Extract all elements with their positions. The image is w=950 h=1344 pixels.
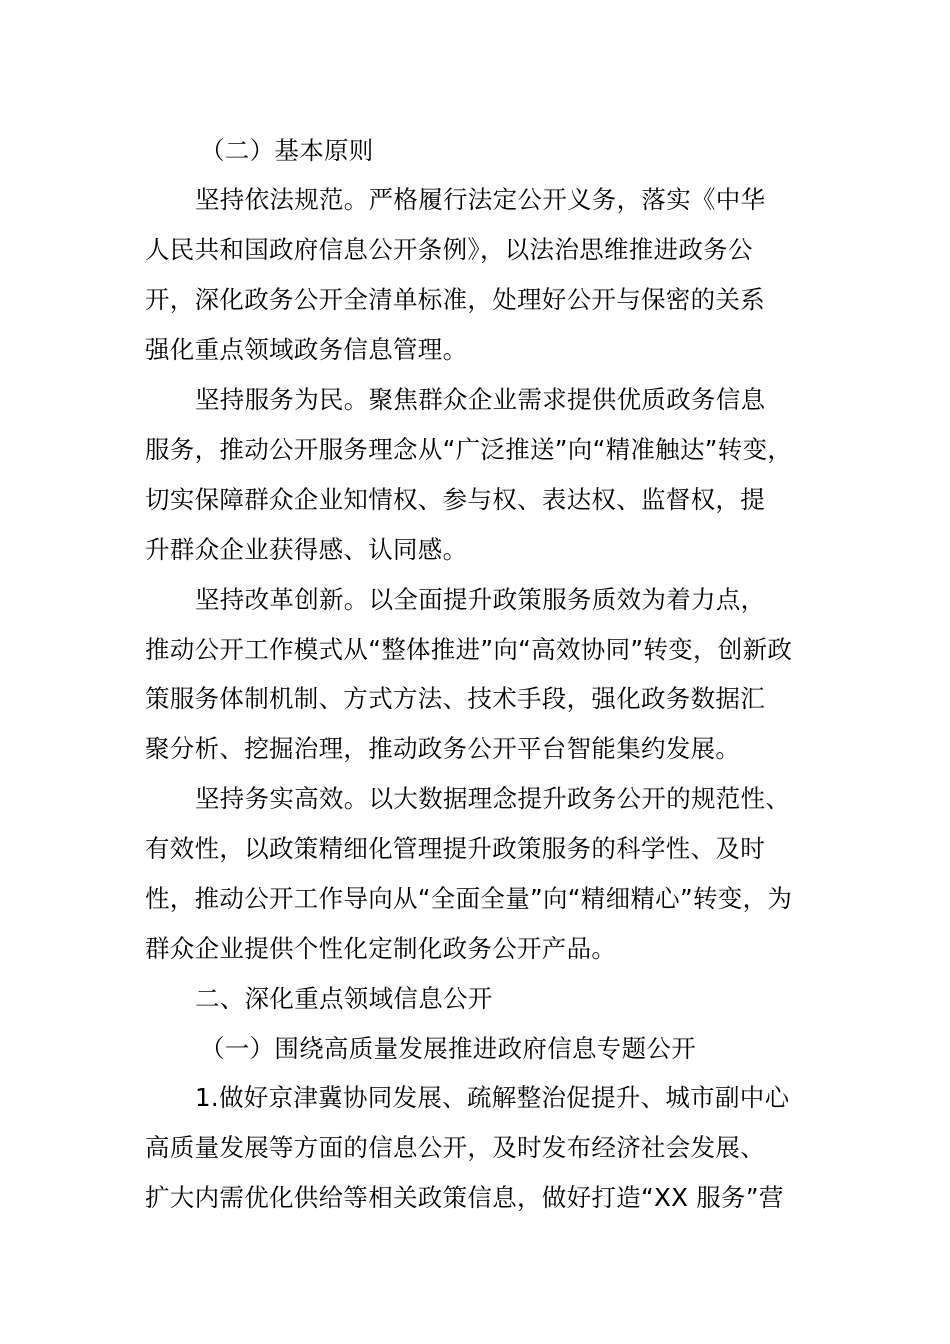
section-heading-basic-principles: （二）基本原则 xyxy=(200,136,374,165)
paragraph-line: 聚分析、挖掘治理，推动政务公开平台智能集约发展。 xyxy=(145,734,741,763)
paragraph-line: 推动公开工作模式从“整体推进”向“高效协同”转变，创新政 xyxy=(145,635,793,664)
paragraph-line: 坚持务实高效。以大数据理念提升政务公开的规范性、 xyxy=(195,784,791,813)
paragraph-line: 人民共和国政府信息公开条例》，以法治思维推进政务公 xyxy=(145,235,753,264)
paragraph-line: 高质量发展等方面的信息公开，及时发布经济社会发展、 xyxy=(145,1133,765,1162)
paragraph-line: 1.做好京津冀协同发展、疏解整治促提升、城市副中心 xyxy=(195,1083,790,1112)
paragraph-line: 坚持服务为民。聚焦群众企业需求提供优质政务信息 xyxy=(195,385,766,414)
paragraph-line: 扩大内需优化供给等相关政策信息，做好打造“XX 服务”营 xyxy=(145,1183,784,1212)
paragraph-line: 策服务体制机制、方式方法、技术手段，强化政务数据汇 xyxy=(145,684,765,713)
section-heading-key-areas: 二、深化重点领域信息公开 xyxy=(195,984,493,1013)
paragraph-line: 强化重点领域政务信息管理。 xyxy=(145,335,468,364)
paragraph-line: 升群众企业获得感、认同感。 xyxy=(145,535,468,564)
paragraph-line: 有效性，以政策精细化管理提升政策服务的科学性、及时 xyxy=(145,834,765,863)
subsection-heading-high-quality: （一）围绕高质量发展推进政府信息专题公开 xyxy=(200,1034,696,1063)
paragraph-line: 坚持改革创新。以全面提升政策服务质效为着力点， xyxy=(195,585,766,614)
paragraph-line: 坚持依法规范。严格履行法定公开义务，落实《中华 xyxy=(195,185,766,214)
paragraph-line: 服务，推动公开服务理念从“广泛推送”向“精准触达”转变， xyxy=(145,435,793,464)
paragraph-line: 群众企业提供个性化定制化政务公开产品。 xyxy=(145,934,617,963)
paragraph-line: 切实保障群众企业知情权、参与权、表达权、监督权，提 xyxy=(145,485,765,514)
paragraph-line: 性，推动公开工作导向从“全面全量”向“精细精心”转变，为 xyxy=(145,884,793,913)
paragraph-line: 开，深化政务公开全清单标准，处理好公开与保密的关系 xyxy=(145,285,765,314)
